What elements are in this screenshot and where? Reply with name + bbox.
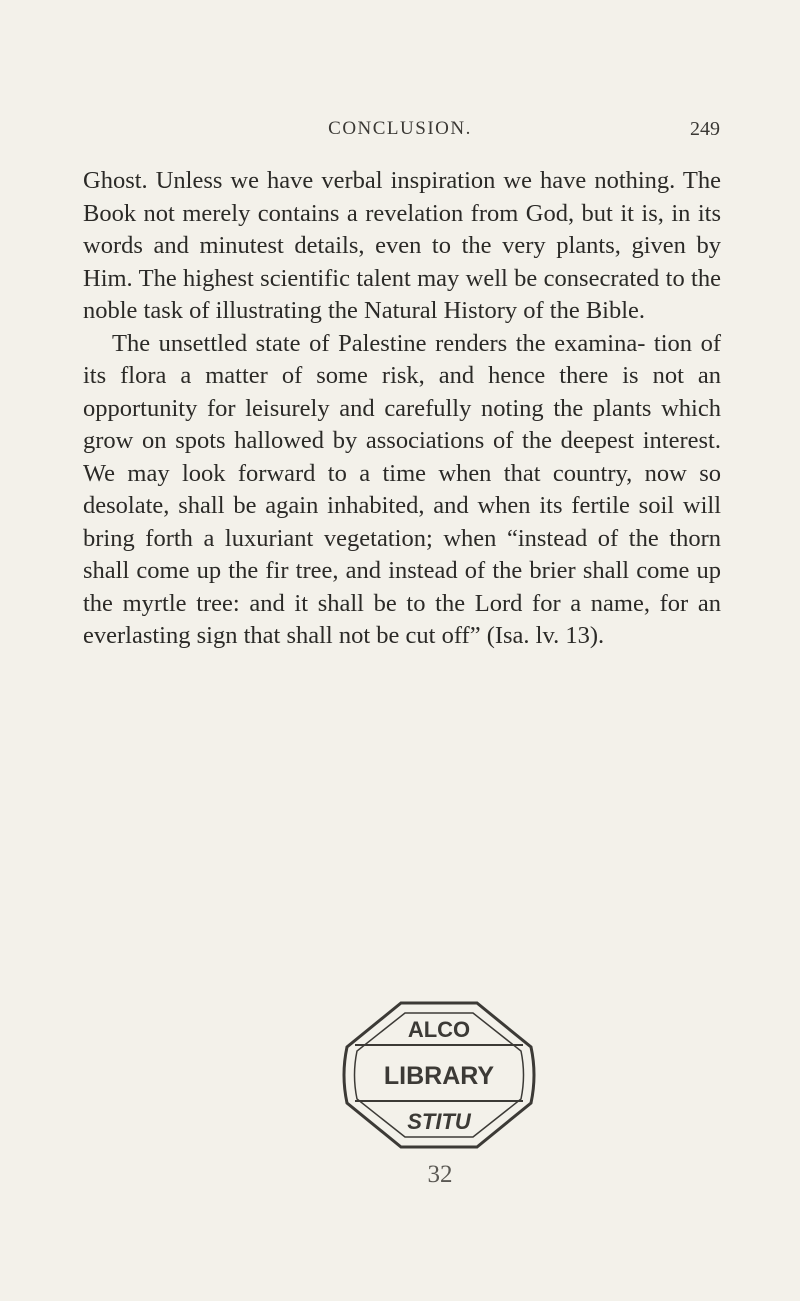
paragraph-2: The unsettled state of Palestine renders the examina- tion of its flora a matter of some risk, and hence there is not an opportunity for leisurely and carefully noting the plants which grow on spots hallowed by associations of the deepest interest. We may look forward to a time when that country, now so desolate, shall be again inhabited, and when its fertile soil will bring forth a luxuriant vegetation; when “instead of the thorn shall come up the fir tree, and instead of the brier shall come up the myrtle tree: and it shall be to the Lord for a name, for an everlasting sign that shall not be cut off” (Isa. lv. 13).: [83, 329, 721, 649]
page-number: 249: [690, 118, 720, 140]
paragraph-1: Ghost. Unless we have verbal inspiration we have nothing. The Book not merely contains a revelation from God, but it is, in its words and minutest details, even to the very plants, given by Him. The highest scientific talent may well be consecrated to the noble task of illustrating the Natural History of the Bible.: [83, 167, 721, 324]
library-stamp-graphic: [339, 995, 539, 1155]
footer-mark: 32: [427, 1161, 453, 1188]
body-text: [83, 165, 721, 653]
library-stamp: [339, 995, 539, 1155]
stamp-top-text: ALCO: [407, 1017, 471, 1042]
stamp-middle-text: LIBRARY: [383, 1062, 495, 1090]
stamp-bottom-text: STITU: [407, 1109, 471, 1134]
running-head: CONCLUSION.: [328, 118, 472, 139]
